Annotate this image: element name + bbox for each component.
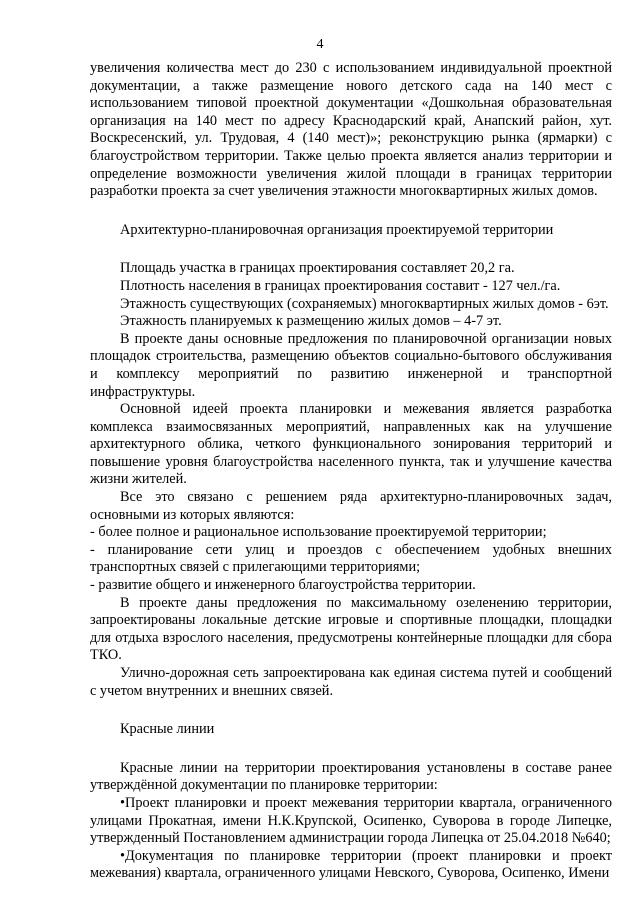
spacer [90,739,612,760]
bullet-item: •Проект планировки и проект межевания территории квартала, ограниченного улицами Прокатная, имени Н.К.Крупской, Осипенко, Суворова в городе Липецке, утвержденный Постановлением администрации города Липецка от 25.04.2018 №640; [90,794,612,847]
proposals-paragraph: В проекте даны основные предложения по планировочной организации новых площадок строительства, размещению объектов социально-бытового обслуживания и комплексу мероприятий по развитию инженерной и транспортной инфраструктуры. [90,330,612,400]
main-idea-paragraph: Основной идеей проекта планировки и межевания является разработка комплекса взаимосвязанных мероприятий, направленных как на улучшение архитектурного облика, четкого функционального зонирования территорий и повышение уровня благоустройства населенного пункта, так и улучшение качества жизни жителей. [90,401,612,488]
road-network-paragraph: Улично-дорожная сеть запроектирована как единая система путей и сообщений с учетом внутренних и внешних связей. [90,665,612,699]
task-item: - развитие общего и инженерного благоустройства территории. [90,577,476,594]
intro-paragraph: увеличения количества мест до 230 с использованием индивидуальной проектной документации, а также размещение нового детского сада на 140 мест с использованием типовой проектной документации «Дошкольная образовательная организация на 140 мест по адресу Краснодарский край, Анапский район, хут. Воскресенский, ул. Трудовая, 4 (140 мест)»; реконструкцию рынка (ярмарки) с благоустройством территории. Также целью проекта является анализ территории и определение возможности увеличения жилой площади в границах территории разработки проекта за счет увеличения этажности многоквартирных жилых домов. [90,60,612,200]
spacer [90,201,612,222]
red-lines-paragraph: Красные линии на территории проектирования установлены в составе ранее утверждённой документации по планировке территории: [90,759,612,794]
page-number: 4 [316,37,324,52]
section-heading-red-lines: Красные линии [120,721,215,738]
density-line: Плотность населения в границах проектирования составит - 127 чел./га. [120,277,561,294]
task-item: - более полное и рациональное использование проектируемой территории; [90,524,547,541]
tasks-intro-paragraph: Все это связано с решением ряда архитектурно-планировочных задач, основными из которых являются: [90,489,612,523]
area-line: Площадь участка в границах проектирования составляет 20,2 га. [120,260,515,277]
section-heading-planning: Архитектурно-планировочная организация проектируемой территории [120,221,554,238]
planned-floors-line: Этажность планируемых к размещению жилых домов – 4-7 эт. [120,313,502,330]
spacer [90,700,612,721]
document-body [90,60,612,883]
spacer [90,239,612,260]
existing-floors-line: Этажность существующих (сохраняемых) многоквартирных жилых домов - 6эт. [120,295,609,312]
task-item: - планирование сети улиц и проездов с обеспечением удобных внешних транспортных связей с прилегающими территориями; [90,541,612,576]
greenery-paragraph: В проекте даны предложения по максимальному озеленению территории, запроектированы локальные детские игровые и спортивные площадки, площадки для отдыха взрослого населения, предусмотрены контейнерные площадки для сбора ТКО. [90,594,612,664]
bullet-item: •Документация по планировке территории (проект планировки и проект межевания) квартала, ограниченного улицами Невского, Суворова, Осипенко, Имени [90,847,612,882]
